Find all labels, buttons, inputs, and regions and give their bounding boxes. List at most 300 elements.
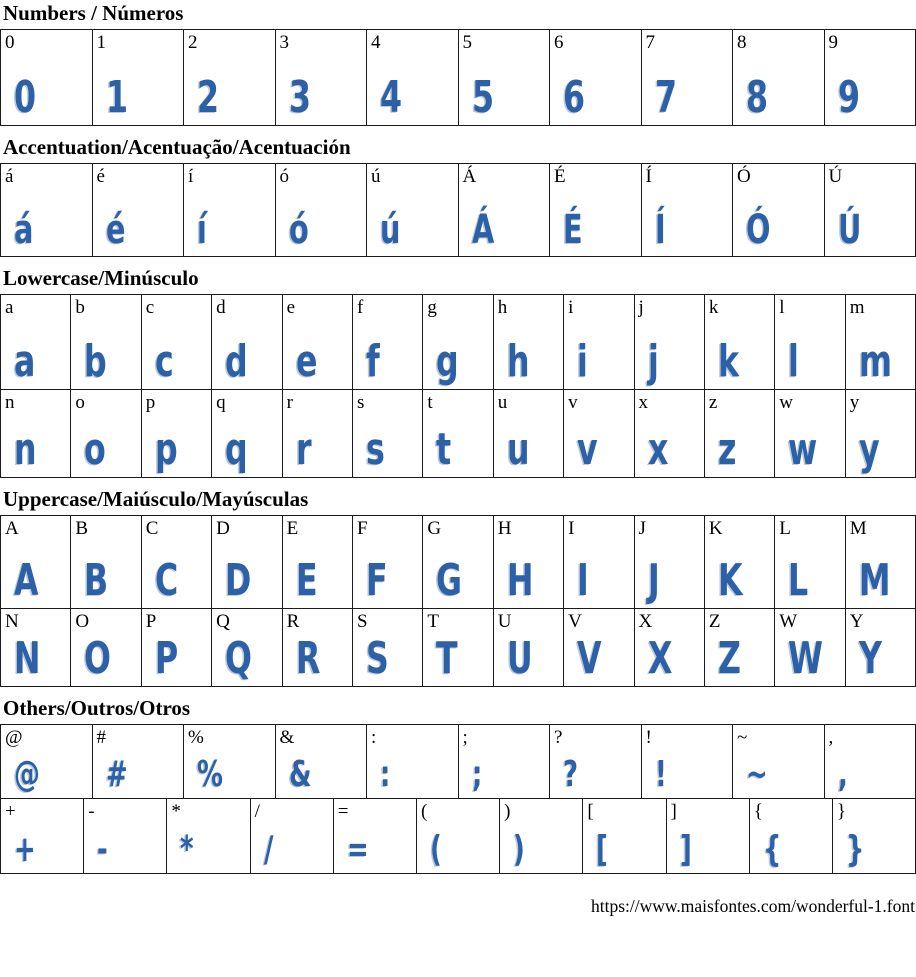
- glyph-sample: ú: [380, 212, 401, 249]
- glyph-cell: [825, 164, 916, 257]
- glyph-sample: M: [859, 561, 891, 601]
- glyph-cell: [1, 30, 93, 126]
- glyph-sample: Ú: [838, 212, 861, 249]
- glyph-label: j: [639, 296, 644, 320]
- glyph-label: 2: [188, 31, 198, 55]
- glyph-label: B: [75, 517, 88, 541]
- glyph-label: u: [498, 391, 508, 415]
- glyph-cell: [283, 390, 353, 478]
- glyph-cell: [667, 799, 750, 874]
- glyph-cell: [71, 390, 141, 478]
- glyph-cell: [825, 725, 916, 799]
- glyph-sample: Z: [718, 639, 741, 679]
- glyph-sample: ó: [289, 212, 309, 249]
- glyph-sample: R: [296, 639, 320, 679]
- glyph-label: U: [498, 610, 512, 634]
- glyph-label: á: [5, 165, 13, 189]
- glyph-cell: [283, 295, 353, 390]
- glyph-sample: T: [436, 639, 458, 679]
- glyph-sample: #: [106, 758, 128, 791]
- glyph-sample: Y: [859, 639, 882, 679]
- glyph-sample: g: [436, 342, 459, 382]
- glyph-label: b: [75, 296, 85, 320]
- glyph-sample: 8: [746, 78, 768, 118]
- glyph-sample: 4: [380, 78, 402, 118]
- glyph-row: [0, 390, 916, 478]
- footer-url: https://www.maisfontes.com/wonderful-1.font: [0, 896, 915, 917]
- glyph-cell: [184, 164, 276, 257]
- section-title-accentuation: Accentuation/Acentuação/Acentuación: [3, 136, 916, 159]
- glyph-cell: [833, 799, 916, 874]
- glyph-sample: {: [763, 833, 781, 866]
- glyph-cell: [142, 390, 212, 478]
- glyph-sample: 3: [289, 78, 311, 118]
- glyph-cell: [93, 725, 185, 799]
- glyph-cell: [705, 295, 775, 390]
- glyph-label: t: [427, 391, 432, 415]
- glyph-sample: X: [648, 639, 672, 679]
- glyph-row: [0, 725, 916, 799]
- glyph-sample: ,: [838, 758, 848, 791]
- glyph-cell: [583, 799, 666, 874]
- glyph-cell: [93, 164, 185, 257]
- glyph-row: [0, 516, 916, 609]
- glyph-sample: h: [507, 342, 530, 382]
- glyph-sample: n: [14, 430, 37, 470]
- glyph-label: k: [709, 296, 719, 320]
- glyph-label: X: [639, 610, 653, 634]
- glyph-cell: [635, 609, 705, 687]
- glyph-cell: [825, 30, 916, 126]
- glyph-section-uppercase: [0, 488, 916, 687]
- glyph-cell: [1, 164, 93, 257]
- glyph-cell: [71, 295, 141, 390]
- glyph-label: I: [568, 517, 574, 541]
- glyph-label: V: [568, 610, 582, 634]
- glyph-label: é: [97, 165, 105, 189]
- glyph-sample: i: [577, 342, 588, 382]
- glyph-cell: [417, 799, 500, 874]
- glyph-cell: [494, 609, 564, 687]
- glyph-cell: [1, 390, 71, 478]
- glyph-sample: (: [430, 833, 442, 866]
- glyph-sample: =: [347, 833, 369, 866]
- glyph-label: í: [188, 165, 193, 189]
- glyph-sample: s: [366, 430, 385, 470]
- glyph-sample: 1: [106, 78, 128, 118]
- glyph-cell: [212, 609, 282, 687]
- glyph-sample: ]: [680, 833, 692, 866]
- glyph-label: E: [287, 517, 299, 541]
- glyph-cell: [367, 164, 459, 257]
- glyph-label: 4: [371, 31, 381, 55]
- glyph-label: :: [371, 726, 376, 750]
- glyph-label: n: [5, 391, 15, 415]
- glyph-cell: [184, 725, 276, 799]
- glyph-label: O: [75, 610, 89, 634]
- glyph-sample: @: [14, 758, 40, 791]
- glyph-cell: [423, 516, 493, 609]
- glyph-sample: q: [225, 430, 248, 470]
- glyph-label: @: [5, 726, 23, 750]
- glyph-label: *: [171, 800, 181, 824]
- glyph-label: c: [146, 296, 154, 320]
- glyph-label: ,: [829, 726, 834, 750]
- glyph-cell: [423, 609, 493, 687]
- glyph-cell: [84, 799, 167, 874]
- glyph-sample: e: [296, 342, 317, 382]
- font-specimen-page: [0, 2, 916, 874]
- glyph-label: f: [357, 296, 363, 320]
- glyph-sample: /: [264, 833, 273, 866]
- glyph-label: 0: [5, 31, 15, 55]
- glyph-cell: [642, 725, 734, 799]
- glyph-sample: ?: [563, 758, 578, 791]
- glyph-cell: [775, 390, 845, 478]
- glyph-sample: u: [507, 430, 530, 470]
- glyph-cell: [276, 30, 368, 126]
- glyph-sample: y: [859, 430, 880, 470]
- glyph-cell: [71, 609, 141, 687]
- glyph-label: }: [837, 800, 846, 824]
- glyph-label: L: [779, 517, 791, 541]
- glyph-cell: [705, 609, 775, 687]
- glyph-sample: j: [648, 342, 659, 382]
- glyph-cell: [212, 390, 282, 478]
- glyph-label: {: [754, 800, 763, 824]
- glyph-cell: [642, 164, 734, 257]
- glyph-label: w: [779, 391, 793, 415]
- glyph-label: J: [639, 517, 646, 541]
- glyph-sample: }: [846, 833, 864, 866]
- glyph-sample: v: [577, 430, 598, 470]
- glyph-cell: [846, 609, 916, 687]
- glyph-cell: [184, 30, 276, 126]
- glyph-sample: é: [106, 212, 126, 249]
- glyph-table-accentuation: [0, 163, 916, 257]
- glyph-cell: [283, 516, 353, 609]
- section-title-uppercase: Uppercase/Maiúsculo/Mayúsculas: [3, 488, 916, 511]
- glyph-label: z: [709, 391, 717, 415]
- glyph-sample: !: [655, 758, 667, 791]
- glyph-cell: [705, 516, 775, 609]
- glyph-cell: [71, 516, 141, 609]
- glyph-label: A: [5, 517, 19, 541]
- glyph-label: s: [357, 391, 364, 415]
- glyph-sample: Q: [225, 639, 252, 679]
- glyph-sample: b: [84, 342, 107, 382]
- glyph-section-numbers: [0, 2, 916, 126]
- glyph-cell: [212, 295, 282, 390]
- glyph-section-lowercase: [0, 267, 916, 478]
- glyph-label: Ú: [829, 165, 843, 189]
- section-title-lowercase: Lowercase/Minúsculo: [3, 267, 916, 290]
- glyph-sample: 2: [197, 78, 219, 118]
- glyph-cell: [353, 295, 423, 390]
- glyph-cell: [846, 295, 916, 390]
- glyph-section-others: [0, 697, 916, 874]
- glyph-cell: [642, 30, 734, 126]
- glyph-cell: [550, 725, 642, 799]
- glyph-label: #: [97, 726, 107, 750]
- glyph-label: m: [850, 296, 865, 320]
- glyph-cell: [423, 295, 493, 390]
- glyph-sample: í: [197, 212, 207, 249]
- glyph-label: 8: [737, 31, 747, 55]
- glyph-sample: B: [84, 561, 108, 601]
- glyph-cell: [733, 164, 825, 257]
- glyph-sample: o: [84, 430, 106, 470]
- glyph-cell: [1, 799, 84, 874]
- glyph-label: Q: [216, 610, 230, 634]
- glyph-cell: [1, 295, 71, 390]
- glyph-label: l: [779, 296, 784, 320]
- glyph-sample: d: [225, 342, 248, 382]
- glyph-cell: [635, 516, 705, 609]
- glyph-cell: [367, 30, 459, 126]
- glyph-sample: ~: [746, 758, 768, 791]
- glyph-sample: [: [596, 833, 608, 866]
- glyph-cell: [334, 799, 417, 874]
- glyph-sample: m: [859, 342, 892, 382]
- glyph-cell: [550, 164, 642, 257]
- glyph-table-lowercase: [0, 294, 916, 478]
- glyph-sample: I: [577, 561, 589, 601]
- glyph-label: S: [357, 610, 368, 634]
- glyph-cell: [494, 516, 564, 609]
- glyph-sample: &: [289, 758, 312, 791]
- glyph-sample: ;: [472, 758, 482, 791]
- glyph-cell: [459, 30, 551, 126]
- glyph-cell: [500, 799, 583, 874]
- glyph-sample: 7: [655, 78, 677, 118]
- glyph-label: i: [568, 296, 573, 320]
- glyph-sample: á: [14, 212, 33, 249]
- glyph-cell: [846, 516, 916, 609]
- glyph-sample: D: [225, 561, 251, 601]
- glyph-sample: x: [648, 430, 668, 470]
- glyph-cell: [142, 516, 212, 609]
- glyph-cell: [276, 164, 368, 257]
- glyph-row: [0, 30, 916, 126]
- glyph-label: v: [568, 391, 578, 415]
- glyph-label: e: [287, 296, 295, 320]
- glyph-label: g: [427, 296, 437, 320]
- glyph-label: x: [639, 391, 649, 415]
- glyph-cell: [750, 799, 833, 874]
- glyph-label: 6: [554, 31, 564, 55]
- glyph-sample: z: [718, 430, 736, 470]
- glyph-label: ?: [554, 726, 562, 750]
- glyph-label: D: [216, 517, 230, 541]
- glyph-sample: t: [436, 430, 451, 470]
- glyph-cell: [635, 295, 705, 390]
- glyph-label: 7: [646, 31, 656, 55]
- glyph-label: P: [146, 610, 157, 634]
- glyph-table-others: [0, 724, 916, 874]
- glyph-label: y: [850, 391, 860, 415]
- section-title-numbers: Numbers / Números: [3, 2, 916, 25]
- glyph-label: d: [216, 296, 226, 320]
- glyph-label: r: [287, 391, 293, 415]
- glyph-sample: %: [197, 758, 223, 791]
- glyph-sample: -: [97, 833, 108, 866]
- glyph-label: ): [504, 800, 510, 824]
- glyph-table-numbers: [0, 29, 916, 126]
- glyph-cell: [705, 390, 775, 478]
- glyph-label: 5: [463, 31, 473, 55]
- glyph-label: ~: [737, 726, 747, 750]
- glyph-label: Z: [709, 610, 721, 634]
- glyph-label: M: [850, 517, 867, 541]
- glyph-label: É: [554, 165, 566, 189]
- glyph-cell: [459, 164, 551, 257]
- glyph-label: 3: [280, 31, 290, 55]
- glyph-sample: N: [14, 639, 41, 679]
- glyph-sample: w: [788, 430, 817, 470]
- glyph-sample: O: [84, 639, 111, 679]
- glyph-label: Ó: [737, 165, 751, 189]
- glyph-cell: [283, 609, 353, 687]
- glyph-label: Y: [850, 610, 864, 634]
- glyph-cell: [93, 30, 185, 126]
- glyph-sample: Ó: [746, 212, 770, 249]
- glyph-cell: [1, 609, 71, 687]
- glyph-label: !: [646, 726, 652, 750]
- glyph-label: -: [88, 800, 94, 824]
- glyph-cell: [212, 516, 282, 609]
- glyph-cell: [494, 390, 564, 478]
- glyph-cell: [635, 390, 705, 478]
- glyph-sample: S: [366, 639, 389, 679]
- glyph-sample: 5: [472, 78, 494, 118]
- glyph-label: N: [5, 610, 19, 634]
- glyph-table-uppercase: [0, 515, 916, 687]
- glyph-cell: [353, 516, 423, 609]
- glyph-row: [0, 799, 916, 874]
- glyph-sample: l: [788, 342, 799, 382]
- glyph-sample: V: [577, 639, 602, 679]
- glyph-sample: G: [436, 561, 462, 601]
- glyph-sample: r: [296, 430, 312, 470]
- glyph-label: ó: [280, 165, 290, 189]
- glyph-sample: É: [563, 212, 583, 249]
- glyph-sample: Í: [655, 212, 666, 249]
- glyph-label: W: [779, 610, 797, 634]
- glyph-label: o: [75, 391, 85, 415]
- glyph-cell: [775, 609, 845, 687]
- glyph-label: +: [5, 800, 16, 824]
- glyph-cell: [142, 295, 212, 390]
- glyph-cell: [733, 725, 825, 799]
- glyph-label: ú: [371, 165, 381, 189]
- glyph-sample: c: [155, 342, 174, 382]
- glyph-sample: E: [296, 561, 318, 601]
- section-title-others: Others/Outros/Otros: [3, 697, 916, 720]
- glyph-label: %: [188, 726, 204, 750]
- glyph-cell: [494, 295, 564, 390]
- glyph-cell: [276, 725, 368, 799]
- glyph-cell: [353, 390, 423, 478]
- glyph-cell: [775, 516, 845, 609]
- glyph-sample: a: [14, 342, 35, 382]
- glyph-cell: [564, 390, 634, 478]
- glyph-sample: L: [788, 561, 808, 601]
- glyph-sample: A: [14, 561, 39, 601]
- glyph-label: 9: [829, 31, 839, 55]
- glyph-cell: [775, 295, 845, 390]
- glyph-label: G: [427, 517, 441, 541]
- glyph-cell: [1, 725, 93, 799]
- glyph-label: &: [280, 726, 295, 750]
- glyph-label: Á: [463, 165, 477, 189]
- glyph-label: T: [427, 610, 439, 634]
- glyph-cell: [353, 609, 423, 687]
- glyph-sample: F: [366, 561, 388, 601]
- glyph-sample: +: [14, 833, 36, 866]
- glyph-label: ]: [671, 800, 677, 824]
- glyph-row: [0, 609, 916, 687]
- glyph-cell: [1, 516, 71, 609]
- glyph-label: ;: [463, 726, 468, 750]
- glyph-section-accentuation: [0, 136, 916, 257]
- glyph-label: a: [5, 296, 13, 320]
- glyph-label: [: [587, 800, 593, 824]
- glyph-sample: :: [380, 758, 390, 791]
- glyph-cell: [459, 725, 551, 799]
- glyph-cell: [550, 30, 642, 126]
- glyph-cell: [733, 30, 825, 126]
- glyph-cell: [846, 390, 916, 478]
- glyph-label: (: [421, 800, 427, 824]
- glyph-cell: [251, 799, 334, 874]
- glyph-cell: [367, 725, 459, 799]
- glyph-label: h: [498, 296, 508, 320]
- glyph-label: p: [146, 391, 156, 415]
- glyph-cell: [564, 609, 634, 687]
- glyph-label: 1: [97, 31, 107, 55]
- glyph-sample: p: [155, 430, 178, 470]
- glyph-sample: K: [718, 561, 743, 601]
- glyph-row: [0, 295, 916, 390]
- glyph-label: K: [709, 517, 723, 541]
- glyph-sample: 6: [563, 78, 585, 118]
- glyph-row: [0, 164, 916, 257]
- glyph-cell: [564, 295, 634, 390]
- glyph-sample: J: [648, 561, 660, 601]
- glyph-sample: f: [366, 342, 380, 382]
- glyph-label: Í: [646, 165, 652, 189]
- glyph-sample: Á: [472, 212, 494, 249]
- glyph-label: H: [498, 517, 512, 541]
- glyph-label: q: [216, 391, 226, 415]
- glyph-sample: W: [788, 639, 823, 679]
- glyph-sample: P: [155, 639, 178, 679]
- glyph-sample: *: [180, 833, 194, 866]
- glyph-cell: [423, 390, 493, 478]
- glyph-cell: [142, 609, 212, 687]
- glyph-label: =: [338, 800, 349, 824]
- glyph-label: R: [287, 610, 300, 634]
- glyph-sample: 0: [14, 78, 36, 118]
- glyph-cell: [167, 799, 250, 874]
- glyph-sample: C: [155, 561, 178, 601]
- glyph-sample: ): [513, 833, 525, 866]
- glyph-label: /: [255, 800, 260, 824]
- glyph-sample: H: [507, 561, 534, 601]
- glyph-label: F: [357, 517, 368, 541]
- glyph-sample: k: [718, 342, 739, 382]
